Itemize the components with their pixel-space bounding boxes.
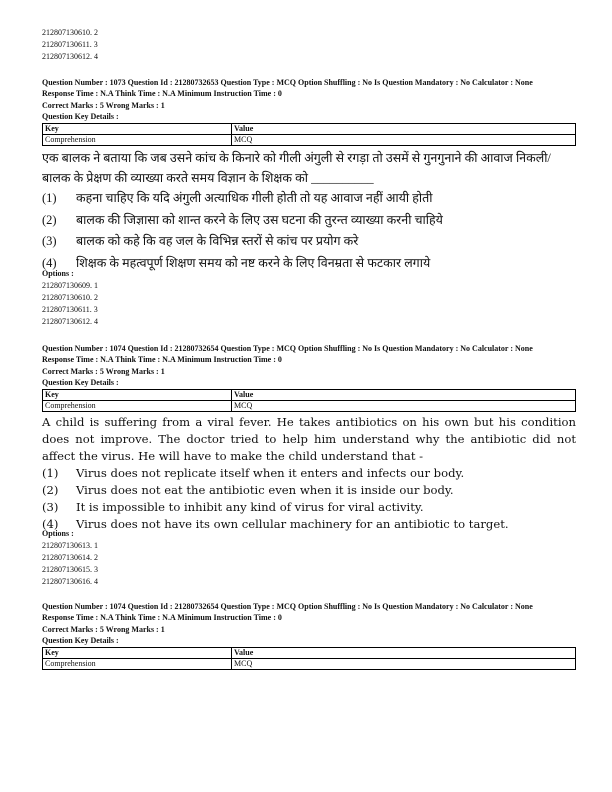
choice-3: (3) बालक को कहे कि वह जल के विभिन्न स्तरों से कांच पर प्रयोग करे — [42, 234, 359, 248]
key-table-1073 — [42, 123, 576, 146]
key-header: Key — [43, 648, 232, 659]
value-cell: MCQ — [232, 401, 576, 412]
question-text-hindi — [42, 148, 576, 274]
choice-3: (3) It is impossible to inhibit any kind of virus for viral activity. — [42, 500, 424, 514]
choice-2: (2) Virus does not eat the antibiotic even when it is inside our body. — [42, 483, 454, 497]
key-table-1074 — [42, 389, 576, 412]
option-id: 212807130609. 1 — [42, 281, 98, 290]
option-id: 212807130610. 2 — [42, 28, 98, 37]
key-header: Key — [43, 390, 232, 401]
option-id: 212807130614. 2 — [42, 553, 98, 562]
meta-line: Response Time : N.A Think Time : N.A Minimum Instruction Time : 0 — [42, 613, 282, 623]
key-cell: Comprehension — [43, 135, 232, 146]
previous-options-list — [42, 27, 576, 63]
value-header: Value — [232, 648, 576, 659]
question-meta-1073 — [42, 77, 576, 122]
meta-line: Question Key Details : — [42, 111, 119, 121]
meta-line: Question Number : 1073 Question Id : 21280732653 Question Type : MCQ Option Shuffling : No Is Question Mandatory : No Calculator : None — [42, 78, 533, 87]
meta-line: Correct Marks : 5 Wrong Marks : 1 — [42, 366, 165, 376]
choice-2: (2) बालक की जिज्ञासा को शान्त करने के लिए उस घटना की तुरन्त व्याख्या करनी चाहिये — [42, 212, 443, 227]
question-text: A child is suffering from a viral fever. He takes antibiotics on his own but his condition does not improve. The doctor tried to help him understand why the antibiotic did not affect the virus. He will have to make the child understand that - — [42, 415, 576, 463]
option-id: 212807130611. 3 — [42, 40, 98, 49]
option-id: 212807130612. 4 — [42, 52, 98, 61]
choice-1: (1) Virus does not replicate itself when it enters and infects our body. — [42, 466, 465, 480]
question-text-english — [42, 414, 576, 533]
key-table-1074-repeat — [42, 647, 576, 670]
meta-line: Response Time : N.A Think Time : N.A Minimum Instruction Time : 0 — [42, 355, 282, 365]
options-list-1074 — [42, 528, 576, 588]
question-meta-1074-repeat — [42, 601, 576, 646]
meta-line: Question Key Details : — [42, 377, 119, 387]
value-header: Value — [232, 124, 576, 135]
option-id: 212807130610. 2 — [42, 293, 98, 302]
option-id: 212807130613. 1 — [42, 541, 98, 550]
meta-line: Response Time : N.A Think Time : N.A Minimum Instruction Time : 0 — [42, 89, 282, 99]
choice-1: (1) कहना चाहिए कि यदि अंगुली अत्याधिक गीली होती तो यह आवाज नहीं आयी होती — [42, 191, 433, 205]
key-header: Key — [43, 124, 232, 135]
meta-line: Question Key Details : — [42, 635, 119, 645]
option-id: 212807130612. 4 — [42, 317, 98, 326]
question-meta-1074 — [42, 343, 576, 388]
choice-4: (4) Virus does not have its own cellular machinery for an antibiotic to target. — [42, 517, 509, 531]
value-header: Value — [232, 390, 576, 401]
options-label: Options : — [42, 529, 74, 538]
meta-line: Question Number : 1074 Question Id : 21280732654 Question Type : MCQ Option Shuffling : No Is Question Mandatory : No Calculator : None — [42, 344, 533, 353]
question-text: एक बालक ने बताया कि जब उसने कांच के किनारे को गीली अंगुली से रगड़ा तो उसमें से गुनगुनाने की आवाज निकली/ बालक के प्रेक्षण की व्याख्या करते समय विज्ञान के शिक्षक को __________ — [42, 151, 551, 185]
option-id: 212807130615. 3 — [42, 565, 98, 574]
options-list-1073 — [42, 268, 576, 328]
meta-line: Question Number : 1074 Question Id : 21280732654 Question Type : MCQ Option Shuffling : No Is Question Mandatory : No Calculator : None — [42, 602, 533, 611]
option-id: 212807130611. 3 — [42, 305, 98, 314]
key-cell: Comprehension — [43, 659, 232, 670]
option-id: 212807130616. 4 — [42, 577, 98, 586]
meta-line: Correct Marks : 5 Wrong Marks : 1 — [42, 100, 165, 110]
options-label: Options : — [42, 269, 74, 278]
choice-4: (4) शिक्षक के महत्वपूर्ण शिक्षण समय को नष्ट करने के लिए विनम्रता से फटकार लगाये — [42, 255, 431, 270]
meta-line: Correct Marks : 5 Wrong Marks : 1 — [42, 624, 165, 634]
value-cell: MCQ — [232, 659, 576, 670]
key-cell: Comprehension — [43, 401, 232, 412]
value-cell: MCQ — [232, 135, 576, 146]
